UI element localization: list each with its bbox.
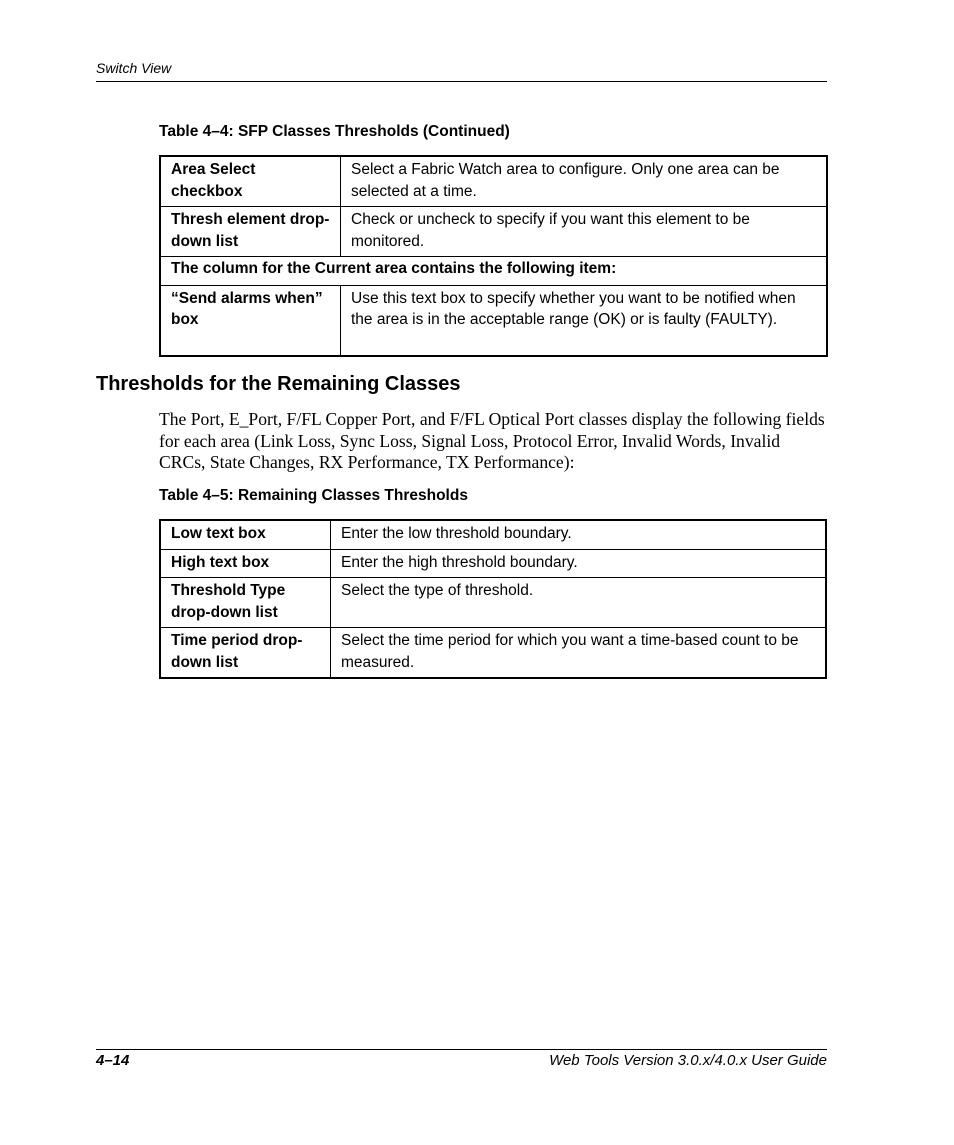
table-row [160, 156, 827, 207]
guide-title: Web Tools Version 3.0.x/4.0.x User Guide [549, 1052, 827, 1069]
sfp-thresholds-table [159, 155, 828, 357]
row-description: Select the type of threshold. [331, 578, 827, 628]
table-row [160, 285, 827, 356]
table-row [160, 520, 826, 549]
row-label: “Send alarms when” box [160, 285, 341, 356]
row-description: Use this text box to specify whether you want to be notified when the area is in the acceptable range (OK) or is faulty (FAULTY). [341, 285, 828, 356]
row-description: Check or uncheck to specify if you want this element to be monitored. [341, 207, 828, 257]
page-number: 4–14 [96, 1052, 130, 1069]
table-row [160, 628, 826, 679]
remaining-thresholds-table [159, 519, 827, 679]
table-row [160, 207, 827, 257]
row-label: Time period drop-down list [160, 628, 331, 679]
footer-rule [96, 1049, 827, 1050]
row-label: Thresh element drop-down list [160, 207, 341, 257]
table-4-4-caption: Table 4–4: SFP Classes Thresholds (Continued) [159, 123, 510, 140]
row-label: High text box [160, 549, 331, 578]
table-span-row [160, 257, 827, 286]
span-row-text: The column for the Current area contains the following item: [160, 257, 827, 286]
body-paragraph: The Port, E_Port, F/FL Copper Port, and F/FL Optical Port classes display the following fields for each area (Link Loss, Sync Loss, Signal Loss, Protocol Error, Invalid Words, Invalid CRCs, State Changes, RX Performance, TX Performance): [159, 409, 825, 472]
table-row [160, 578, 826, 628]
table-4-5-caption: Table 4–5: Remaining Classes Thresholds [159, 487, 468, 504]
row-label: Area Select checkbox [160, 156, 341, 207]
section-heading: Thresholds for the Remaining Classes [96, 373, 461, 395]
row-description: Select the time period for which you want a time-based count to be measured. [331, 628, 827, 679]
running-header: Switch View [96, 60, 172, 76]
row-description: Select a Fabric Watch area to configure. Only one area can be selected at a time. [341, 156, 828, 207]
row-label: Low text box [160, 520, 331, 549]
header-rule [96, 81, 827, 82]
table-row [160, 549, 826, 578]
row-description: Enter the high threshold boundary. [331, 549, 827, 578]
row-label: Threshold Type drop-down list [160, 578, 331, 628]
row-description: Enter the low threshold boundary. [331, 520, 827, 549]
